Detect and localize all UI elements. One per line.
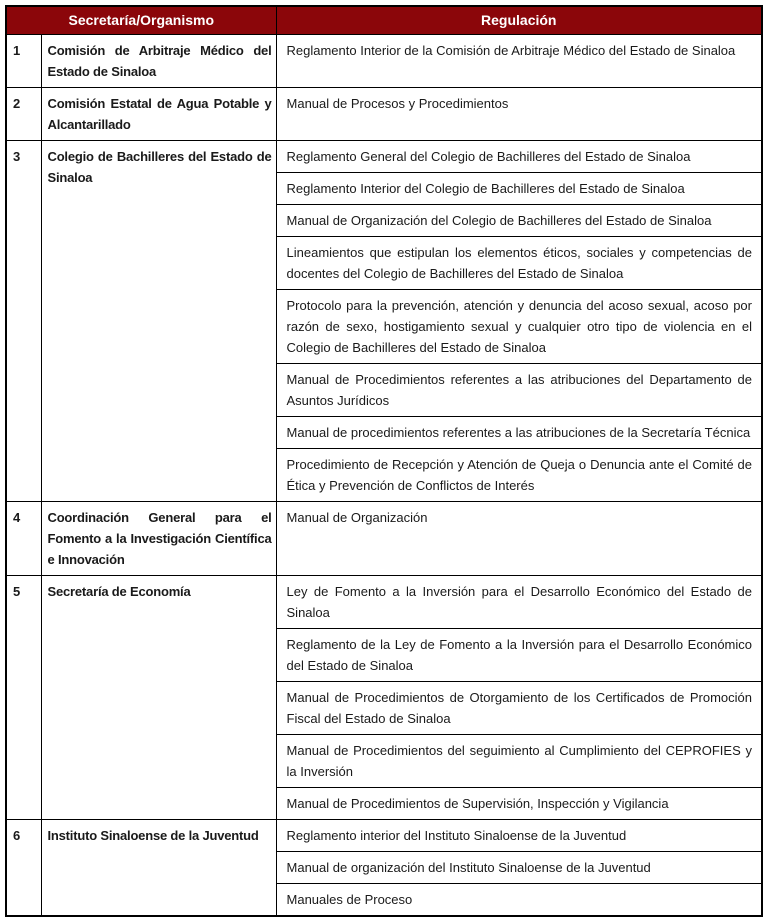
- regulacion-cell: Manual de Organización: [276, 502, 762, 576]
- regulacion-cell: Procedimiento de Recepción y Atención de Queja o Denuncia ante el Comité de Ética y Prevención de Conflictos de Interés: [276, 449, 762, 502]
- row-number-cell: 1: [6, 35, 41, 88]
- regulacion-cell: Reglamento General del Colegio de Bachilleres del Estado de Sinaloa: [276, 141, 762, 173]
- row-number-cell: 2: [6, 88, 41, 141]
- regulacion-cell: Manual de procedimientos referentes a las atribuciones de la Secretaría Técnica: [276, 417, 762, 449]
- regulacion-cell: Manual de Procesos y Procedimientos: [276, 88, 762, 141]
- regulacion-cell: Reglamento interior del Instituto Sinaloense de la Juventud: [276, 820, 762, 852]
- organismo-cell: Comisión de Arbitraje Médico del Estado de Sinaloa: [41, 35, 276, 88]
- header-cell-regulacion: Regulación: [276, 6, 762, 35]
- regulacion-cell: Manual de Procedimientos referentes a las atribuciones del Departamento de Asuntos Jurídicos: [276, 364, 762, 417]
- regulacion-cell: Reglamento Interior del Colegio de Bachilleres del Estado de Sinaloa: [276, 173, 762, 205]
- regulacion-cell: Protocolo para la prevención, atención y denuncia del acoso sexual, acoso por razón de sexo, hostigamiento sexual y cualquier otro tipo de violencia en el Colegio de Bachilleres del Estado de Sinaloa: [276, 290, 762, 364]
- organismo-cell: Secretaría de Economía: [41, 576, 276, 820]
- table-header-row: [6, 6, 762, 35]
- regulacion-cell: Ley de Fomento a la Inversión para el Desarrollo Económico del Estado de Sinaloa: [276, 576, 762, 629]
- regulations-table: [5, 5, 763, 917]
- table-row: [6, 141, 762, 173]
- table-row: [6, 576, 762, 629]
- organismo-cell: Comisión Estatal de Agua Potable y Alcantarillado: [41, 88, 276, 141]
- organismo-cell: Coordinación General para el Fomento a la Investigación Científica e Innovación: [41, 502, 276, 576]
- regulacion-cell: Manual de Procedimientos del seguimiento al Cumplimiento del CEPROFIES y la Inversión: [276, 735, 762, 788]
- row-number-cell: 6: [6, 820, 41, 917]
- regulacion-cell: Manual de Procedimientos de Supervisión, Inspección y Vigilancia: [276, 788, 762, 820]
- table-body: [6, 35, 762, 917]
- regulacion-cell: Reglamento de la Ley de Fomento a la Inversión para el Desarrollo Económico del Estado de Sinaloa: [276, 629, 762, 682]
- row-number-cell: 3: [6, 141, 41, 502]
- regulacion-cell: Manual de Organización del Colegio de Bachilleres del Estado de Sinaloa: [276, 205, 762, 237]
- header-cell-organismo: Secretaría/Organismo: [6, 6, 276, 35]
- regulacion-cell: Manual de Procedimientos de Otorgamiento de los Certificados de Promoción Fiscal del Estado de Sinaloa: [276, 682, 762, 735]
- row-number-cell: 5: [6, 576, 41, 820]
- table-row: [6, 502, 762, 576]
- regulacion-cell: Reglamento Interior de la Comisión de Arbitraje Médico del Estado de Sinaloa: [276, 35, 762, 88]
- table-row: [6, 88, 762, 141]
- regulacion-cell: Manual de organización del Instituto Sinaloense de la Juventud: [276, 852, 762, 884]
- table-row: [6, 35, 762, 88]
- table-row: [6, 820, 762, 852]
- regulacion-cell: Manuales de Proceso: [276, 884, 762, 917]
- regulacion-cell: Lineamientos que estipulan los elementos éticos, sociales y competencias de docentes del Colegio de Bachilleres del Estado de Sinaloa: [276, 237, 762, 290]
- organismo-cell: Colegio de Bachilleres del Estado de Sinaloa: [41, 141, 276, 502]
- organismo-cell: Instituto Sinaloense de la Juventud: [41, 820, 276, 917]
- row-number-cell: 4: [6, 502, 41, 576]
